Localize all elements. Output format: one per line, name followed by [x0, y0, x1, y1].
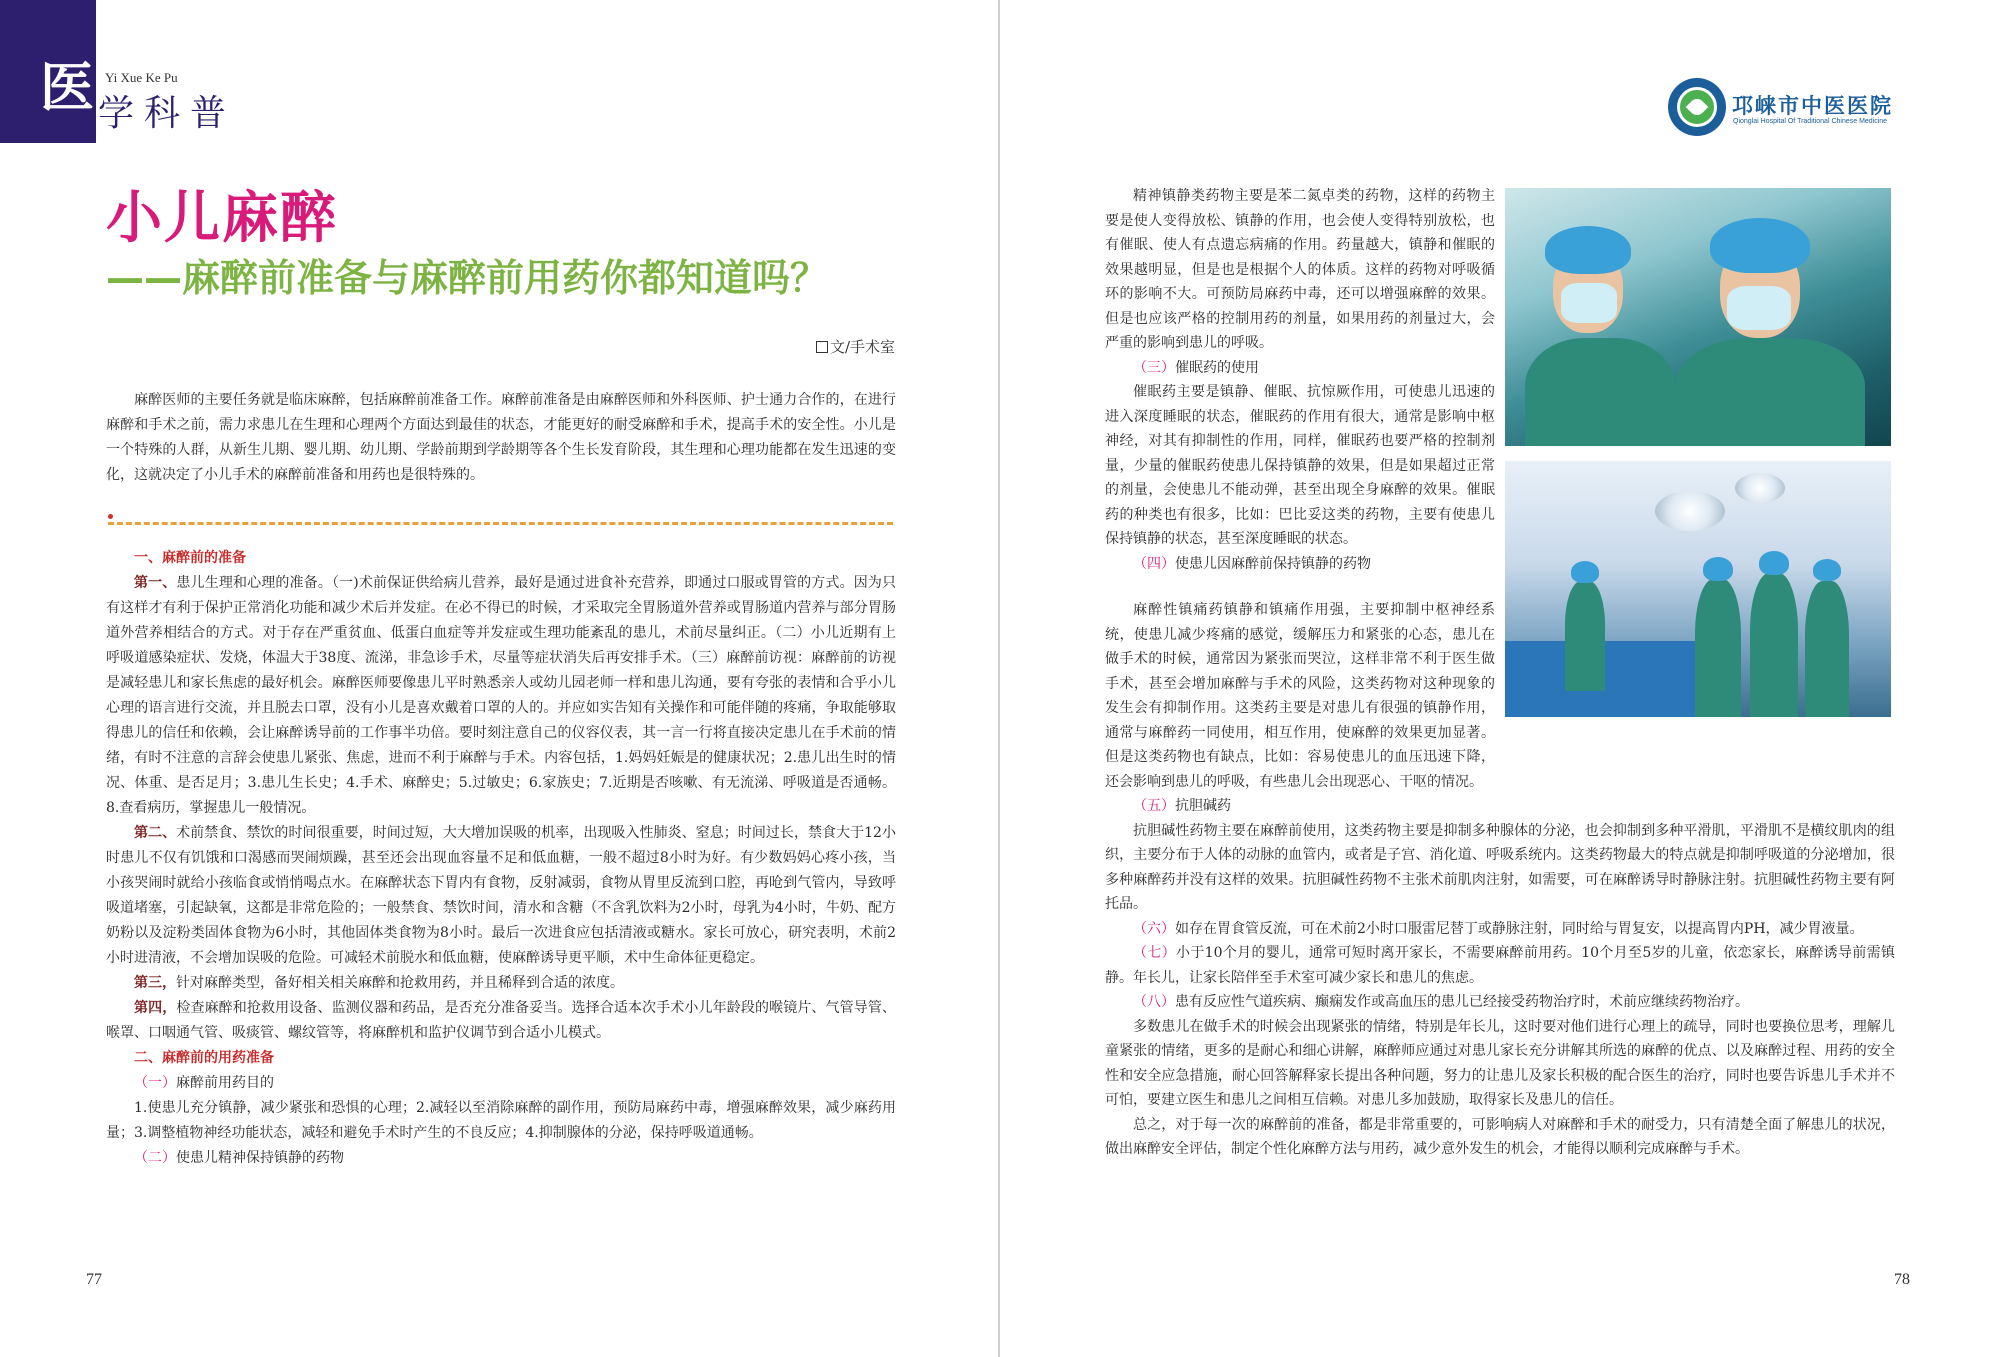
- checkbox-icon: [816, 341, 828, 353]
- hospital-logo-icon: [1668, 78, 1726, 136]
- subsection-number: （二）: [134, 1150, 176, 1166]
- paragraph: 精神镇静类药物主要是苯二氮卓类的药物，这样的药物主要是使人变得放松、镇静的作用，也会使人变得特别放松，也有催眠、使人有点遗忘病痛的作用。药量越大，镇静和催眠的效果越明显，但是也是根据个人的体质。这样的药物对呼吸循环的影响不大。可预防局麻药中毒，还可以增强麻醉的效果。但是也应该严格的控制用药的剂量，如果用药的剂量过大，会严重的影响到患儿的呼吸。: [1105, 188, 1495, 351]
- paragraph: [106, 821, 896, 971]
- intro-paragraph: 麻醉医师的主要任务就是临床麻醉，包括麻醉前准备工作。麻醉前准备是由麻醉医师和外科医师、护士通力合作的，在进行麻醉和手术之前，需力求患儿在生理和心理两个方面达到最佳的状态，才能更好的耐受麻醉和手术，提高手术的安全性。小儿是一个特殊的人群，从新生儿期、婴儿期、幼儿期、学龄前期到学龄期等各个生长发育阶段，其生理和心理功能都在发生迅速的变化，这就决定了小儿手术的麻醉前准备和用药也是很特殊的。: [106, 392, 896, 483]
- subsection-heading: [106, 1146, 896, 1171]
- paragraph-text: 术前禁食、禁饮的时间很重要，时间过短，大大增加误吸的机率，出现吸入性肺炎、窒息；时间过长，禁食大于12小时患儿不仅有饥饿和口渴感而哭闹烦躁，甚至还会出现血容量不足和低血糖，一般不超过8小时为好。有少数妈妈心疼小孩，当小孩哭闹时就给小孩临食或悄悄喝点水。在麻醉状态下胃内有食物，反射减弱，食物从胃里反流到口腔，再呛到气管内，导致呼吸道堵塞，引起缺氧，这都是非常危险的；一般禁食、禁饮时间，清水和含糖（不含乳饮料为2小时，母乳为4小时，牛奶、配方奶粉以及淀粉类固体食物为6小时，其他固体类食物为8小时。最后一次进食应包括清液或糖水。家长可放心，研究表明，术前2小时进清液，不会增加误吸的危险。可减轻术前脱水和低血糖，使麻醉诱导更平顺，术中生命体征更稳定。: [106, 825, 897, 966]
- subsection-heading: [106, 1071, 896, 1096]
- subsection-heading: [1105, 356, 1495, 381]
- hospital-name-en: Qionglai Hospital Of Traditional Chinese Medicine: [1733, 118, 1888, 125]
- page-number: 78: [1894, 1271, 1910, 1288]
- right-page: [1000, 0, 2000, 1357]
- section-divider: [108, 514, 893, 526]
- paragraph: [106, 571, 896, 821]
- article-title: 小儿麻醉: [106, 186, 338, 251]
- paragraph-text: 小于10个月的婴儿，通常可短时离开家长，不需要麻醉前用药。10个月至5岁的儿童，依恋家长，麻醉诱导前需镇静。年长儿，让家长陪伴至手术室可减少家长和患儿的焦虑。: [1105, 945, 1895, 986]
- subsection-title: 使患儿精神保持镇静的药物: [176, 1150, 344, 1166]
- subsection-number: （四）: [1133, 555, 1175, 572]
- dashed-line: [108, 522, 893, 525]
- paragraph-lead: 第一、: [134, 575, 177, 591]
- paragraph: 多数患儿在做手术的时候会出现紧张的情绪，特别是年长儿，这时要对他们进行心理上的疏导，同时也要换位思考，理解儿童紧张的情绪，更多的是耐心和细心讲解，麻醉师应通过对患儿家长充分讲解其所选的麻醉的优点、以及麻醉过程、用药的安全性和安全应急措施，耐心回答解释家长提出各种问题，努力的让患儿及家长积极的配合医生的治疗，同时也要告诉患儿手术并不可怕，要建立医生和患儿之间相互信赖。对患儿多加鼓励，取得家长及患儿的信任。: [1105, 1018, 1895, 1108]
- subsection-title: 催眠药的使用: [1175, 359, 1259, 376]
- subsection-title: 麻醉前用药目的: [176, 1075, 274, 1091]
- hospital-name: 邛崃市中医医院: [1732, 93, 1893, 118]
- page-number: 77: [86, 1271, 102, 1288]
- subsection-title: 抗胆碱药: [1175, 798, 1231, 814]
- paragraph-lead: 第三，: [134, 975, 176, 991]
- paragraph: [106, 971, 896, 996]
- subsection-number: （七）: [1133, 945, 1177, 961]
- left-body: [106, 546, 896, 1171]
- right-body-wide: [1105, 598, 1895, 1162]
- paragraph: 总之，对于每一次的麻醉前的准备，都是非常重要的，可影响病人对麻醉和手术的耐受力，只有清楚全面了解患儿的状况，做出麻醉安全评估，制定个性化麻醉方法与用药，减少意外发生的机会，才能得以顺利完成麻醉与手术。: [1105, 1116, 1895, 1157]
- subsection-number: （八）: [1133, 994, 1175, 1010]
- article-subtitle: ——麻醉前准备与麻醉前用药你都知道吗？: [106, 256, 829, 300]
- paragraph: [106, 996, 896, 1046]
- paragraph: 抗胆碱性药物主要在麻醉前使用，这类药物主要是抑制多种腺体的分泌，也会抑制到多种平滑肌，平滑肌不是横纹肌肉的组织，主要分布于人体的动脉的血管内，或者是子宫、消化道、呼吸系统内。这类药物最大的特点就是抑制呼吸道的分泌增加，很多种麻醉药并没有这样的效果。抗胆碱性药物不主张术前肌肉注射，如需要，可在麻醉诱导时静脉注射。抗胆碱性药物主要有阿托品。: [1105, 822, 1895, 912]
- paragraph: 催眠药主要是镇静、催眠、抗惊厥作用，可使患儿迅速的进入深度睡眠的状态，催眠药的作用有很大，通常是影响中枢神经，对其有抑制性的作用，同样，催眠药也要严格的控制剂量，少量的催眠药使患儿保持镇静的效果，但是如果超过正常的剂量，会使患儿不能动弹，甚至出现全身麻醉的效果。催眠药的种类也有很多，比如：巴比妥这类的药物，主要有使患儿保持镇静的状态，甚至深度睡眠的状态。: [1105, 384, 1495, 547]
- paragraph: [1105, 941, 1895, 990]
- subsection-number: （三）: [1133, 359, 1175, 376]
- brand-title: 学科普: [98, 93, 237, 134]
- section-heading: 二、麻醉前的用药准备: [134, 1050, 274, 1066]
- paragraph-text: 患有反应性气道疾病、癫痫发作或高血压的患儿已经接受药物治疗时，术前应继续药物治疗。: [1175, 994, 1749, 1010]
- byline: [816, 336, 895, 357]
- bullet-dot-icon: [108, 514, 113, 519]
- paragraph-text: 针对麻醉类型，备好相关相关麻醉和抢救用药，并且稀释到合适的浓度。: [176, 975, 624, 991]
- paragraph: 1.使患儿充分镇静，减少紧张和恐惧的心理；2.减轻以至消除麻醉的副作用，预防局麻药中毒，增强麻醉效果，减少麻药用量；3.调整植物神经功能状态，减轻和避免手术时产生的不良反应；4.抑制腺体的分泌，保持呼吸道通畅。: [106, 1100, 896, 1141]
- paragraph-text: 患儿生理和心理的准备。（一)术前保证供给病儿营养，最好是通过进食补充营养，即通过口服或胃管的方式。因为只有这样才有利于保护正常消化功能和减少术后并发症。在必不得已的时候，才采取完全胃肠道外营养或胃肠道内营养与部分胃肠道外营养相结合的方式。对于存在严重贫血、低蛋白血症等并发症或生理功能紊乱的患儿，术前尽量纠正。（二）小儿近期有上呼吸道感染症状、发烧，体温大于38度、流涕，非急诊手术，尽量等症状消失后再安排手术。（三）麻醉前访视：麻醉前的访视是减轻患儿和家长焦虑的最好机会。麻醉医师要像患儿平时熟悉亲人或幼儿园老师一样和患儿沟通，要有夸张的表情和合乎小儿心理的语言进行交流，并且脱去口罩，没有小儿是喜欢戴着口罩的人的。并应如实告知有关操作和可能伴随的疼痛，争取能够取得患儿的信任和依赖，会让麻醉诱导前的工作事半功倍。要时刻注意自己的仪容仪表，其一言一行将直接决定患儿在手术前的情绪，有时不注意的言辞会使患儿紧张、焦虑，进而不利于麻醉与手术。内容包括，1.妈妈妊娠是的健康状况；2.患儿出生时的情况、体重、是否足月；3.患儿生长史；4.手术、麻醉史；5.过敏史；6.家族史；7.近期是否咳嗽、有无流涕、呼吸道是否通畅。8.查看病历，掌握患儿一般情况。: [106, 575, 896, 816]
- paragraph-lead: 第二、: [134, 825, 177, 841]
- surgeons-photo: [1505, 188, 1891, 446]
- paragraph: [1105, 917, 1895, 942]
- brand-pinyin: Yi Xue Ke Pu: [105, 70, 178, 85]
- brand-logo-character: 医: [40, 55, 94, 119]
- section-heading: 一、麻醉前的准备: [134, 550, 246, 566]
- subsection-number: （一）: [134, 1075, 176, 1091]
- subsection-heading: [1105, 552, 1495, 577]
- subsection-title: 使患儿因麻醉前保持镇静的药物: [1175, 555, 1371, 572]
- paragraph-lead: 第四，: [134, 1000, 177, 1016]
- subsection-number: （五）: [1133, 798, 1175, 814]
- subsection-number: （六）: [1133, 920, 1175, 937]
- paragraph-text: 检查麻醉和抢救用设备、监测仪器和药品，是否充分准备妥当。选择合适本次手术小儿年龄段的喉镜片、气管导管、喉罩、口咽通气管、吸痰管、螺纹管等，将麻醉机和监护仪调节到合适小儿模式。: [106, 1000, 897, 1041]
- byline-text: 文/手术室: [829, 338, 895, 356]
- paragraph: [1105, 990, 1895, 1015]
- paragraph-text: 如存在胃食管反流，可在术前2小时口服雷尼替丁或静脉注射，同时给与胃复安，以提高胃内PH，减少胃液量。: [1175, 920, 1864, 937]
- right-body-narrow: [1105, 184, 1495, 576]
- paragraph: 麻醉性镇痛药镇静和镇痛作用强，主要抑制中枢神经系统，使患儿减少疼痛的感觉，缓解压力和紧张的心态，患儿在做手术的时候，通常因为紧张而哭泣，这样非常不利于医生做手术，甚至会增加麻醉与手术的风险，这类药物对这种现象的发生会有抑制作用。这类药主要是对患儿有很强的镇静作用，通常与麻醉药一同使用，相互作用，使麻醉的效果更加显著。但是这类药物也有缺点，比如：容易使患儿的血压迅速下降，还会影响到患儿的呼吸，有些患儿会出现恶心、干呕的情况。: [1105, 602, 1495, 790]
- subsection-heading: [1105, 794, 1895, 819]
